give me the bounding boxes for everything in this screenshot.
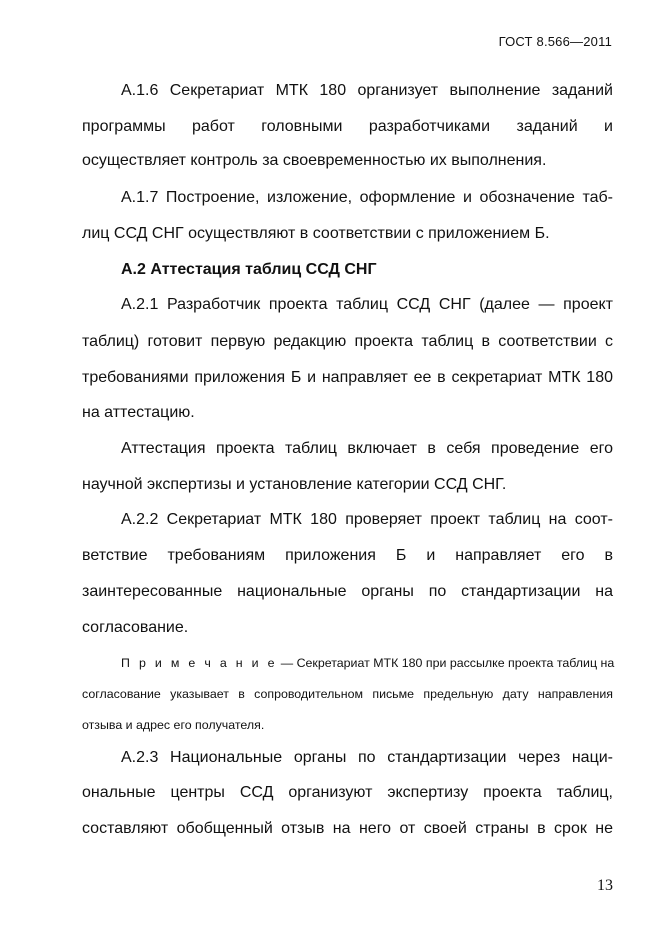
section-a2-title: А.2 Аттестация таблиц ССД СНГ [121,261,377,278]
paragraph-a16-line-1: А.1.6 Секретариат МТК 180 организует выполнение заданий [121,82,613,99]
paragraph-a16-line-3: осуществляет контроль за своевременностью их выполнения. [82,152,547,169]
paragraph-a23-line-2: ональные центры ССД организуют экспертизу проекта таблиц, [82,784,613,801]
document-header: ГОСТ 8.566—2011 [498,34,612,49]
paragraph-a22-line-1: А.2.2 Секретариат МТК 180 проверяет проект таблиц на соот- [121,511,613,528]
paragraph-a22-line-3: заинтересованные национальные органы по стандартизации на [82,583,613,600]
note-line-2: согласование указывает в сопроводительном письме предельную дату направления [82,687,613,701]
page-number: 13 [597,877,613,894]
attestation-line-2: научной экспертизы и установление категории ССД СНГ. [82,476,507,493]
paragraph-a21-line-4: на аттестацию. [82,404,195,421]
paragraph-a21-line-2: таблиц) готовит первую редакцию проекта таблиц в соответствии с [82,333,613,350]
paragraph-a22-line-4: согласование. [82,619,189,636]
paragraph-a23-line-1: А.2.3 Национальные органы по стандартизации через наци- [121,749,613,766]
attestation-line-1: Аттестация проекта таблиц включает в себя проведение его [121,440,613,457]
paragraph-a16-line-2: программы работ головными разработчиками заданий и [82,118,613,135]
paragraph-a21-line-3: требованиями приложения Б и направляет ее в секретариат МТК 180 [82,369,613,386]
note-line-1 [121,653,613,673]
paragraph-a17-line-1: А.1.7 Построение, изложение, оформление и обозначение таб- [121,189,613,206]
paragraph-a22-line-2: ветствие требованиям приложения Б и направляет его в [82,547,613,564]
paragraph-a17-line-2: лиц ССД СНГ осуществляют в соответствии с приложением Б. [82,225,550,242]
note-line-3: отзыва и адрес его получателя. [82,718,265,732]
note-line-1-text: — Секретариат МТК 180 при рассылке проекта таблиц на [277,656,615,670]
note-label: П р и м е ч а н и е [121,656,278,670]
paragraph-a23-line-3: составляют обобщенный отзыв на него от своей страны в срок не [82,820,613,837]
paragraph-a21-line-1: А.2.1 Разработчик проекта таблиц ССД СНГ (далее — проект [121,296,613,313]
